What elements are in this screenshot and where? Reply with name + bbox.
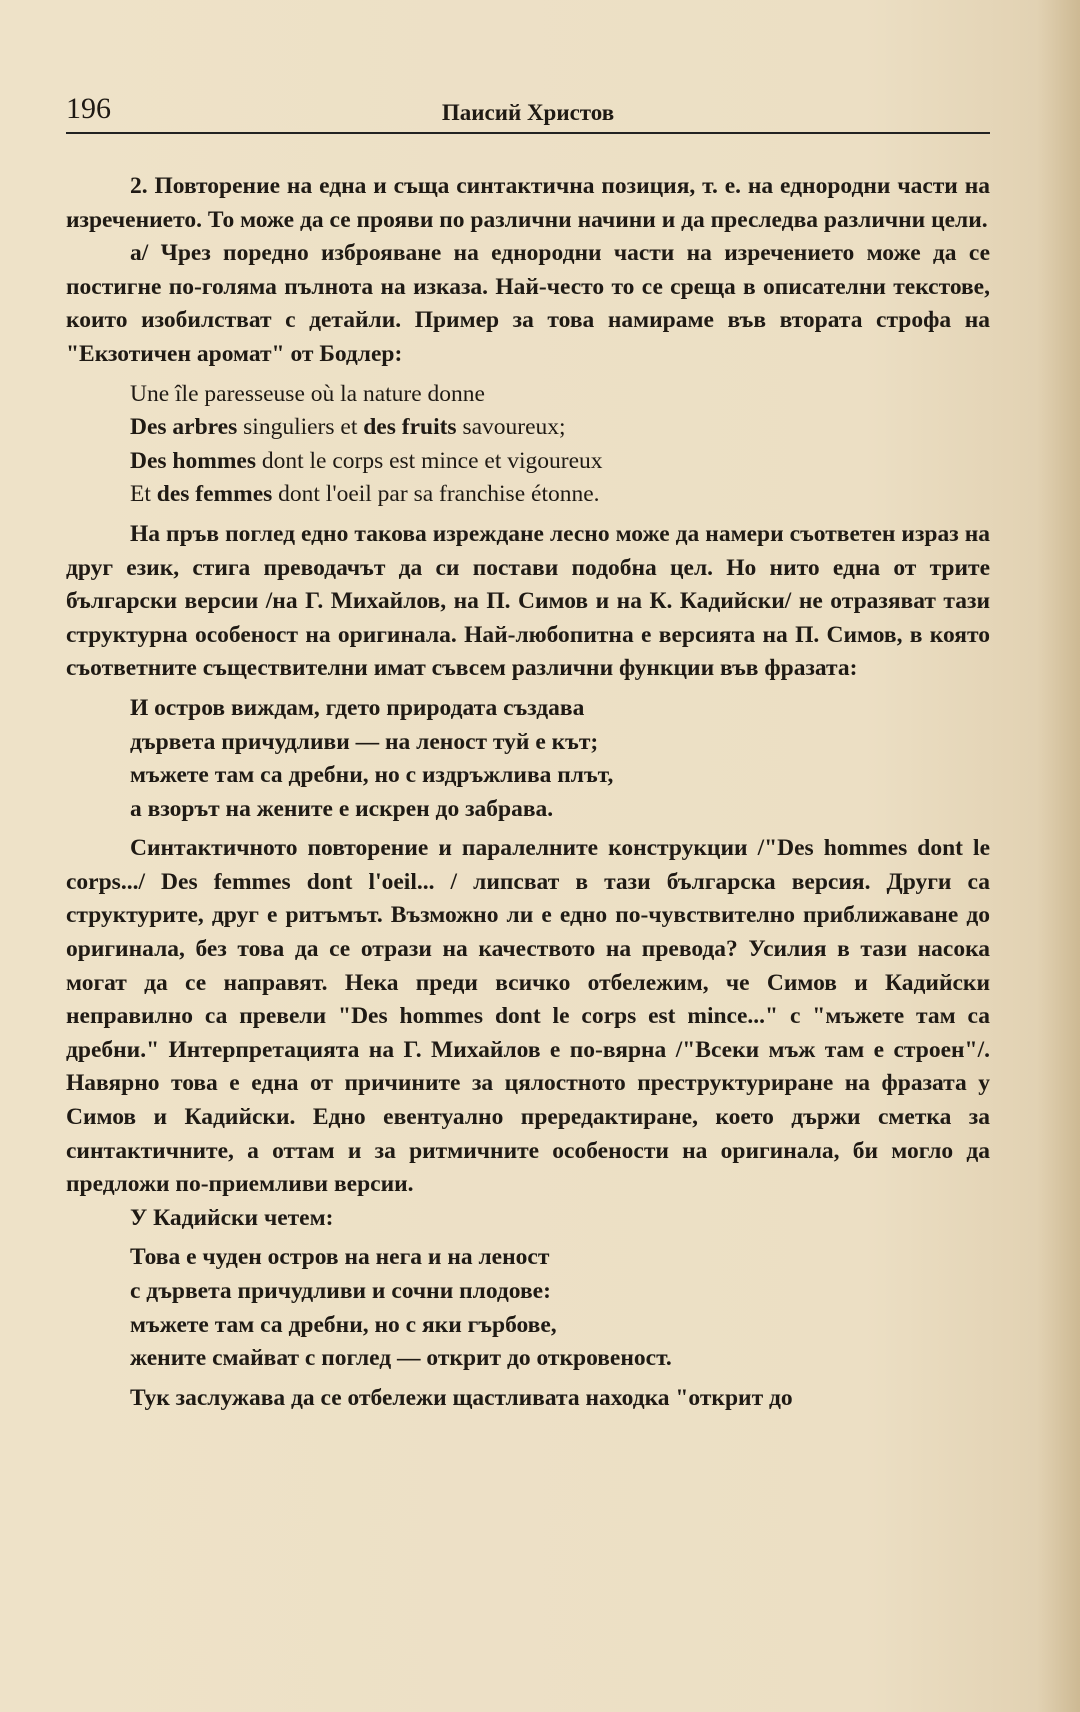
verse-line: Това е чуден остров на нега и на леност [130,1244,550,1271]
verse-simov [130,692,990,826]
verse-text: там са дребни, но с издръжлива плът, [208,762,614,789]
verse-text: а взорът на [130,795,257,822]
verse-emphasis: Des arbres [130,414,238,441]
verse-text: dont le corps est mince et vigoureux [255,447,603,474]
verse-line [130,692,990,726]
paragraph: На пръв поглед едно такова изреждане лесно може да намери съответен израз на друг език, стига преводачът да си постави подобна цел. Но нито една от трите български версии /на Г. Михайлов, на П. Симов и на К. Кадийски/ не отразяват тази структурна особеност на оригинала. Най-любопитна е версията на П. Симов, в която съответните съществителни имат съвсем различни функции във фразата: [66,520,990,682]
paragraph: Тук заслужава да се отбележи щастливата находка "открит до [130,1384,793,1411]
page-number: 196 [66,92,111,125]
verse-text: И остров виждам, гдето природата създава [130,694,585,721]
verse-text: dont l'oeil par sa franchise étonne. [272,481,600,508]
paragraph: Синтактичното повторение и паралелните конструкции /"Des hommes dont le corps.../ Des femmes dont l'oeil... / липсват в тази българска версия. Други са структурите, друг е ритъмът. Възможно ли е едно по-чувствително приближаване до оригинала, без това да се отрази на качеството на превода? Усилия в тази насока могат да се направят. Нека преди всичко отбележим, че Симов и Кадийски неправилно са превели "Des hommes dont le corps est mince..." с "мъжете там са дребни." Интерпретацията на Г. Михайлов е по-вярна /"Всеки мъж там е строен"/. Навярно това е една от причините за цялостното преструктуриране на фразата у Симов и Кадийски. Едно евентуално прередактиране, което държи сметка за синтактичните, а оттам и за ритмичните особености на оригинала, би могло да предложи по-приемливи версии. [66,835,990,1198]
verse-line: с дървета причудливи и сочни плодове: [130,1278,551,1304]
verse-text: Une île paresseuse où la nature donne [130,380,485,407]
verse-line [130,759,990,793]
verse-line: мъжете там са дребни, но с яки гърбове, [130,1311,557,1338]
verse-french [130,378,990,512]
verse-text: причудливи — на леност туй е кът; [215,728,599,755]
verse-text: Et [130,481,157,508]
verse-emphasis: мъжете [130,762,209,789]
verse-emphasis: des fruits [363,414,457,441]
verse-text: singuliers et [237,414,364,441]
verse-emphasis: Des hommes [130,447,256,474]
paragraph: а/ Чрез поредно изброяване на еднородни части на изречението може да се постигне по-голяма пълнота на изказа. Най-често то се среща в описателни текстове, които изобилстват с детайли. Пример за това намираме във втората строфа на "Екзотичен аромат" от Бодлер: [66,240,990,367]
verse-line [130,726,990,760]
verse-line [130,793,990,827]
verse-emphasis: жените [256,795,333,822]
verse-kadiyski [130,1241,990,1375]
verse-line [130,411,990,445]
verse-text: е искрен до забрава. [332,795,554,822]
verse-line [130,445,990,479]
verse-line: жените смайват с поглед — открит до откровеност. [130,1345,672,1372]
paragraph: У Кадийски четем: [130,1204,334,1231]
verse-emphasis: des femmes [156,481,273,508]
page-body [66,170,990,1415]
verse-text: savoureux; [456,414,566,441]
page-header [66,92,990,134]
verse-emphasis: дървета [130,728,216,755]
running-head: Паисий Христов [441,100,615,125]
verse-line [130,378,990,412]
verse-line [130,478,990,512]
paragraph: 2. Повторение на една и съща синтактична позиция, т. е. на еднородни части на изречението. То може да се прояви по различни начини и да преследва различни цели. [66,173,990,233]
